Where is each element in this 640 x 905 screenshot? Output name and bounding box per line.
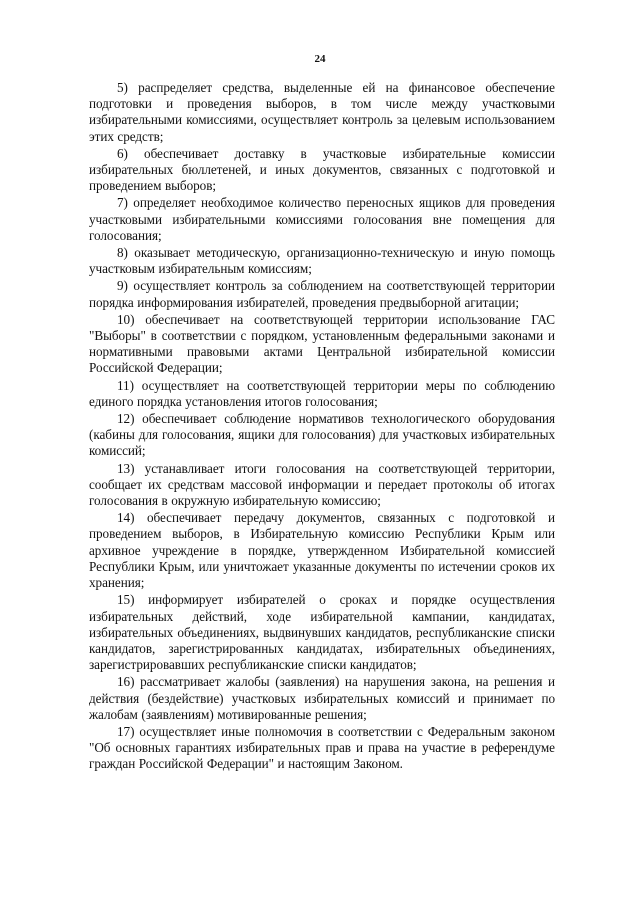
list-item-13: 13) устанавливает итоги голосования на соответствующей территории, сообщает их средствам массовой информации и передает протоколы об итогах голосования в окружную избирательную комиссию;: [89, 460, 555, 509]
document-body: [89, 80, 555, 774]
list-item-5: 5) распределяет средства, выделенные ей на финансовое обеспечение подготовки и проведения выборов, в том числе между участковыми избирательными комиссиями, осуществляет контроль за целевым использованием этих средств;: [89, 80, 555, 144]
list-item-15: 15) информирует избирателей о сроках и порядке осуществления избирательных действий, ходе избирательной кампании, кандидатах, избирательных объединениях, выдвинувших кандидатов, республиканские списки кандидатов, зарегистрированных кандидатах, избирательных объединениях, зарегистрировавших республиканские списки кандидатов;: [89, 592, 555, 673]
list-item-7: 7) определяет необходимое количество переносных ящиков для проведения участковыми избирательными комиссиями голосования вне помещения для голосования;: [89, 195, 555, 243]
list-item-14: 14) обеспечивает передачу документов, связанных с подготовкой и проведением выборов, в Избирательную комиссию Республики Крым или архивное учреждение в порядке, утвержденном Избирательной комиссией Республики Крым, или уничтожает указанные документы по истечении сроков их хранения;: [89, 510, 555, 591]
list-item-17: 17) осуществляет иные полномочия в соответствии с Федеральным законом "Об основных гарантиях избирательных прав и права на участие в референдуме граждан Российской Федерации" и настоящим Законом.: [89, 723, 555, 772]
list-item-11: 11) осуществляет на соответствующей территории меры по соблюдению единого порядка установления итогов голосования;: [89, 377, 555, 409]
list-item-16: 16) рассматривает жалобы (заявления) на нарушения закона, на решения и действия (бездействие) участковых избирательных комиссий и принимает по жалобам (заявлениям) мотивированные решения;: [89, 674, 555, 722]
list-item-9: 9) осуществляет контроль за соблюдением на соответствующей территории порядка информирования избирателей, проведения предвыборной агитации;: [89, 278, 555, 310]
list-item-12: 12) обеспечивает соблюдение нормативов технологического оборудования (кабины для голосования, ящики для голосования) для участковых избирательных комиссий;: [89, 411, 555, 459]
list-item-10: 10) обеспечивает на соответствующей территории использование ГАС "Выборы" в соответствии с порядком, установленным федеральными законами и нормативными правовыми актами Центральной избирательной комиссии Российской Федерации;: [89, 311, 555, 376]
list-item-8: 8) оказывает методическую, организационно-техническую и иную помощь участковым избирательным комиссиям;: [89, 245, 555, 277]
page-number: 24: [314, 53, 326, 65]
list-item-6: 6) обеспечивает доставку в участковые избирательные комиссии избирательных бюллетеней, и иных документов, связанных с подготовкой и проведением выборов;: [89, 145, 555, 194]
